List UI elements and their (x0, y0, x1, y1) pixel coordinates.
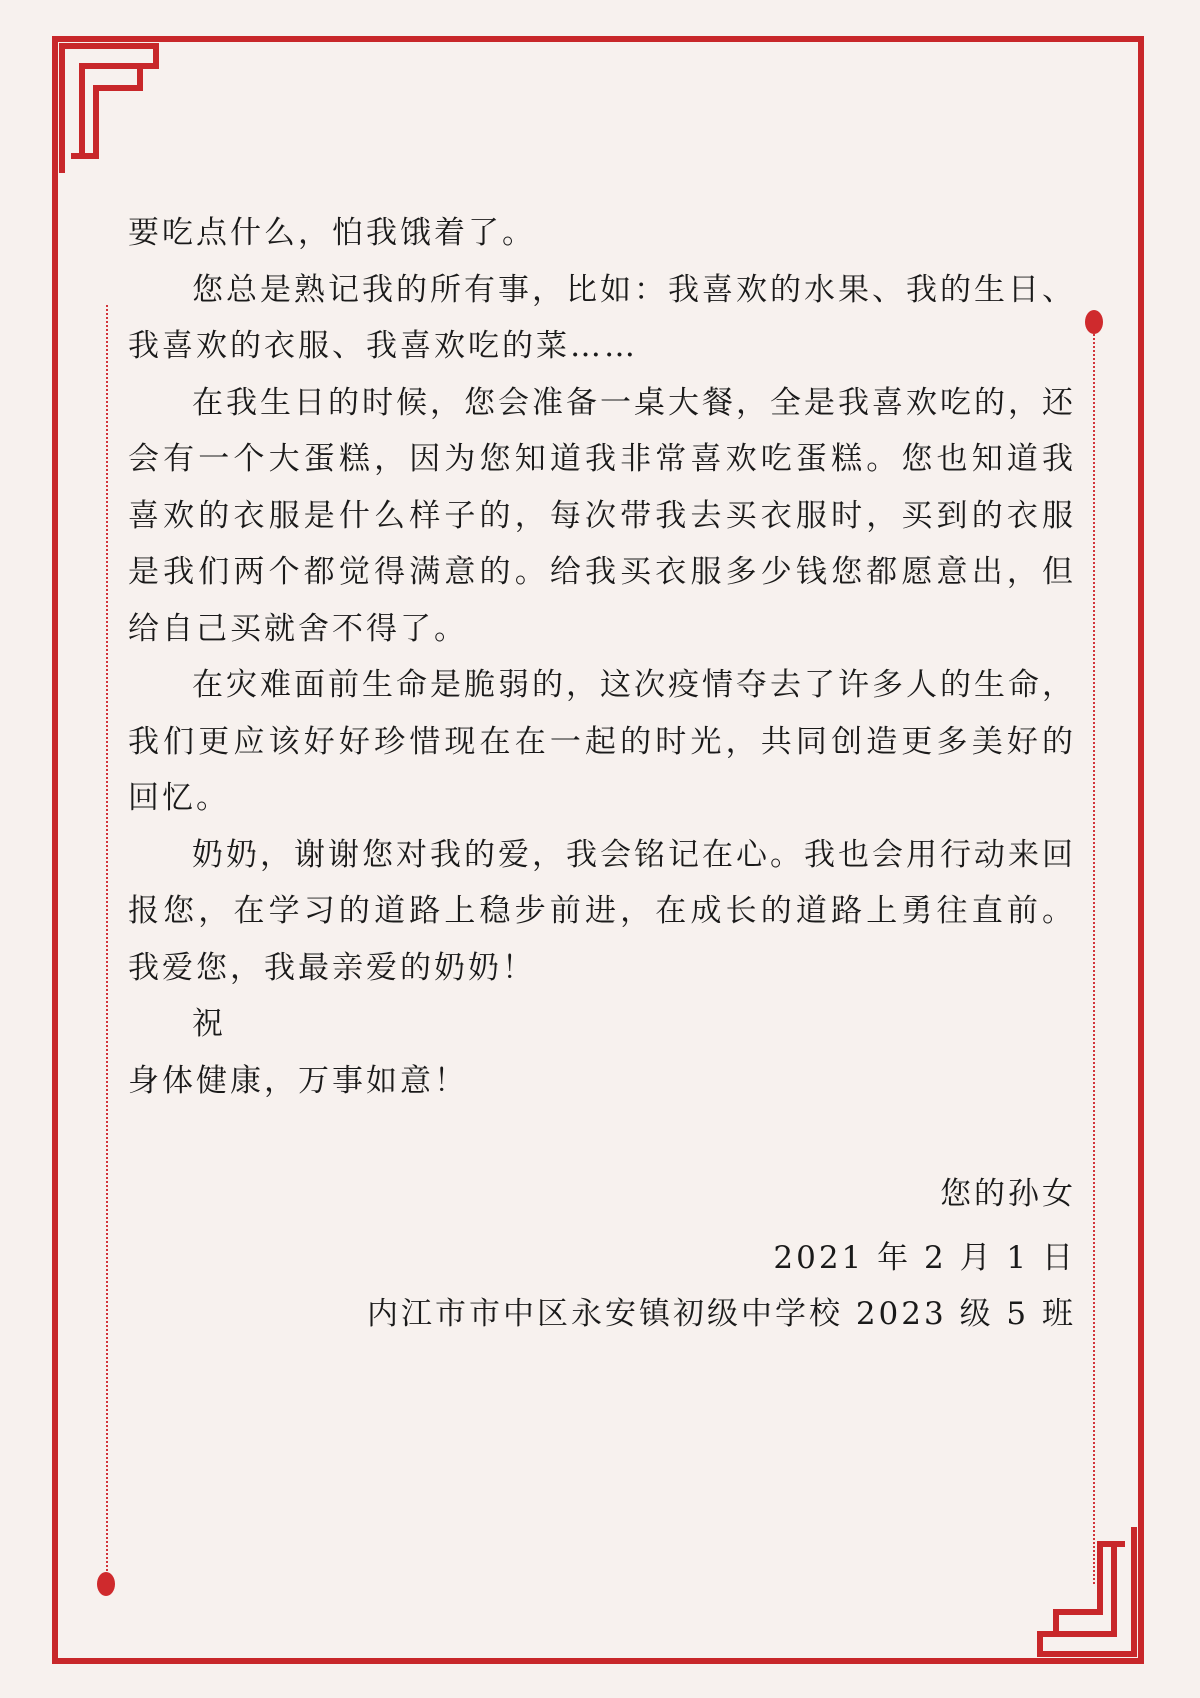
left-dotted-line (106, 305, 108, 1575)
paragraph-1: 要吃点什么，怕我饿着了。 (128, 215, 536, 251)
corner-ornament-bottom-right (1024, 1524, 1144, 1664)
signature-school: 内江市市中区永安镇初级中学校 2023 级 5 班 (366, 1296, 1076, 1332)
signature-date: 2021 年 2 月 1 日 (773, 1240, 1076, 1276)
corner-ornament-top-left (52, 36, 172, 176)
signature-name: 您的孙女 (940, 1176, 1076, 1212)
paragraph-3: 在我生日的时候，您会准备一桌大餐，全是我喜欢吃的，还会有一个大蛋糕，因为您知道我非常喜欢吃蛋糕。您也知道我喜欢的衣服是什么样子的，每次带我去买衣服时，买到的衣服是我们两个都觉得满意的。给我买衣服多少钱您都愿意出，但给自己买就舍不得了。 (128, 384, 1076, 647)
paragraph-4: 在灾难面前生命是脆弱的，这次疫情夺去了许多人的生命，我们更应该好好珍惜现在在一起的时光，共同创造更多美好的回忆。 (128, 667, 1076, 816)
right-dotted-line (1093, 334, 1095, 1584)
closing-wish: 祝 (192, 1006, 226, 1042)
left-red-dot (97, 1572, 115, 1596)
paragraph-2: 您总是熟记我的所有事，比如：我喜欢的水果、我的生日、我喜欢的衣服、我喜欢吃的菜…… (128, 271, 1076, 364)
paragraph-5: 奶奶，谢谢您对我的爱，我会铭记在心。我也会用行动来回报您，在学习的道路上稳步前进，在成长的道路上勇往直前。我爱您，我最亲爱的奶奶！ (128, 836, 1076, 986)
letter-body (128, 205, 1076, 1109)
signature-block (367, 1164, 1076, 1344)
right-red-dot (1085, 310, 1103, 334)
closing-blessing: 身体健康，万事如意！ (128, 1062, 468, 1099)
